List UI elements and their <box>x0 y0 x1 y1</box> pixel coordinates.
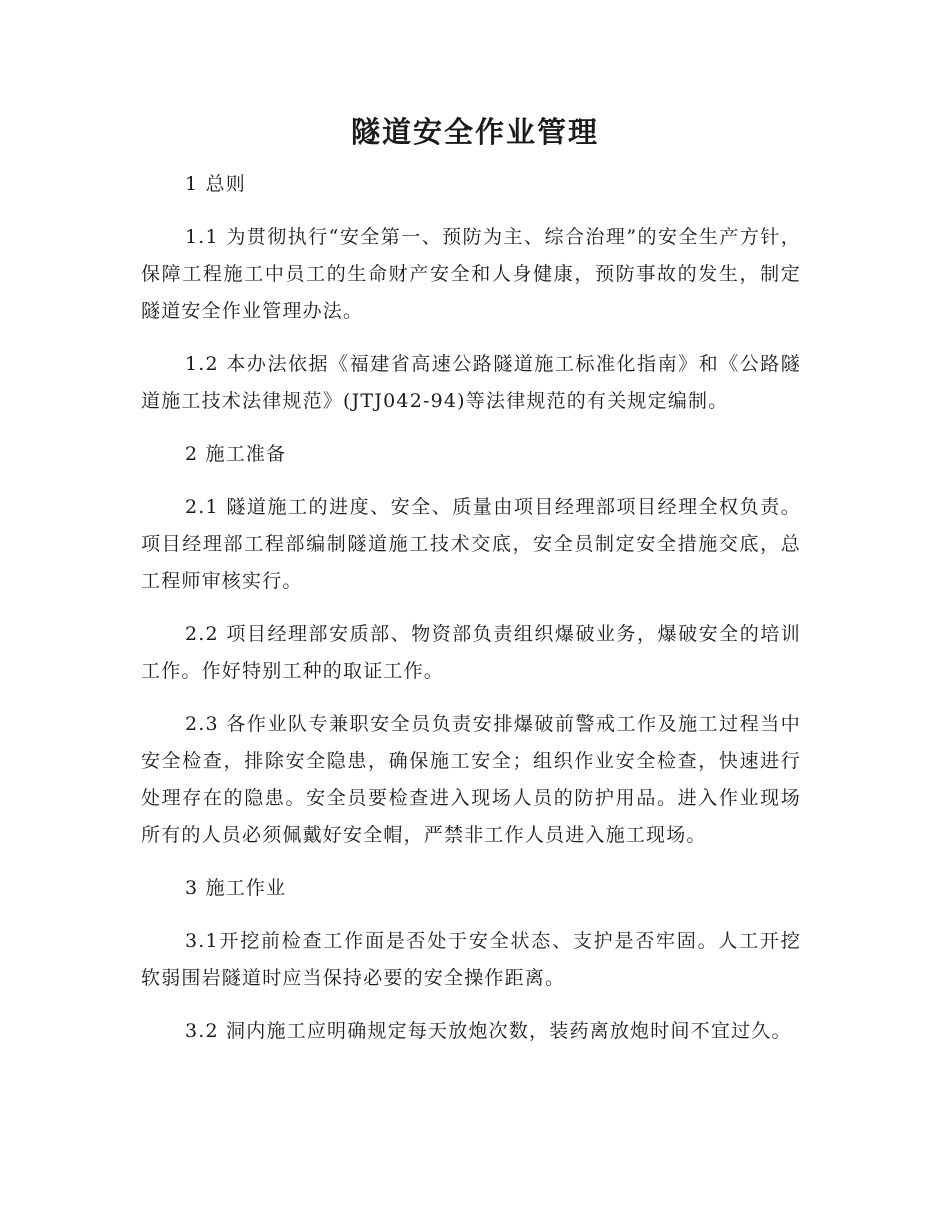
paragraph-2-2: 2.2 项目经理部安质部、物资部负责组织爆破业务，爆破安全的培训工作。作好特别工种的取证工作。 <box>141 623 801 682</box>
paragraph-2-1: 2.1 隧道施工的进度、安全、质量由项目经理部项目经理全权负责。项目经理部工程部编制隧道施工技术交底，安全员制定安全措施交底，总工程师审核实行。 <box>141 496 801 592</box>
paragraph-3-1: 3.1开挖前检查工作面是否处于安全状态、支护是否牢固。人工开挖软弱围岩隧道时应当保持必要的安全操作距离。 <box>141 930 801 989</box>
section-heading-general: 1 总则 <box>185 173 246 195</box>
document-title: 隧道安全作业管理 <box>350 115 599 149</box>
paragraph-3-2: 3.2 洞内施工应明确规定每天放炮次数，装药离放炮时间不宜过久。 <box>185 1020 792 1042</box>
paragraph-1-1: 1.1 为贯彻执行“安全第一、预防为主、综合治理”的安全生产方针，保障工程施工中员工的生命财产安全和人身健康，预防事故的发生，制定隧道安全作业管理办法。 <box>141 226 801 322</box>
section-heading-preparation: 2 施工准备 <box>185 443 287 465</box>
section-heading-operation: 3 施工作业 <box>185 877 287 899</box>
paragraph-1-2: 1.2 本办法依据《福建省高速公路隧道施工标准化指南》和《公路隧道施工技术法律规范》(JTJ042-94)等法律规范的有关规定编制。 <box>141 353 801 412</box>
paragraph-2-3: 2.3 各作业队专兼职安全员负责安排爆破前警戒工作及施工过程当中安全检查，排除安全隐患，确保施工安全；组织作业安全检查，快速进行处理存在的隐患。安全员要检查进入现场人员的防护用品。进入作业现场所有的人员必须佩戴好安全帽，严禁非工作人员进入施工现场。 <box>141 713 801 846</box>
document-body <box>141 166 801 1066</box>
